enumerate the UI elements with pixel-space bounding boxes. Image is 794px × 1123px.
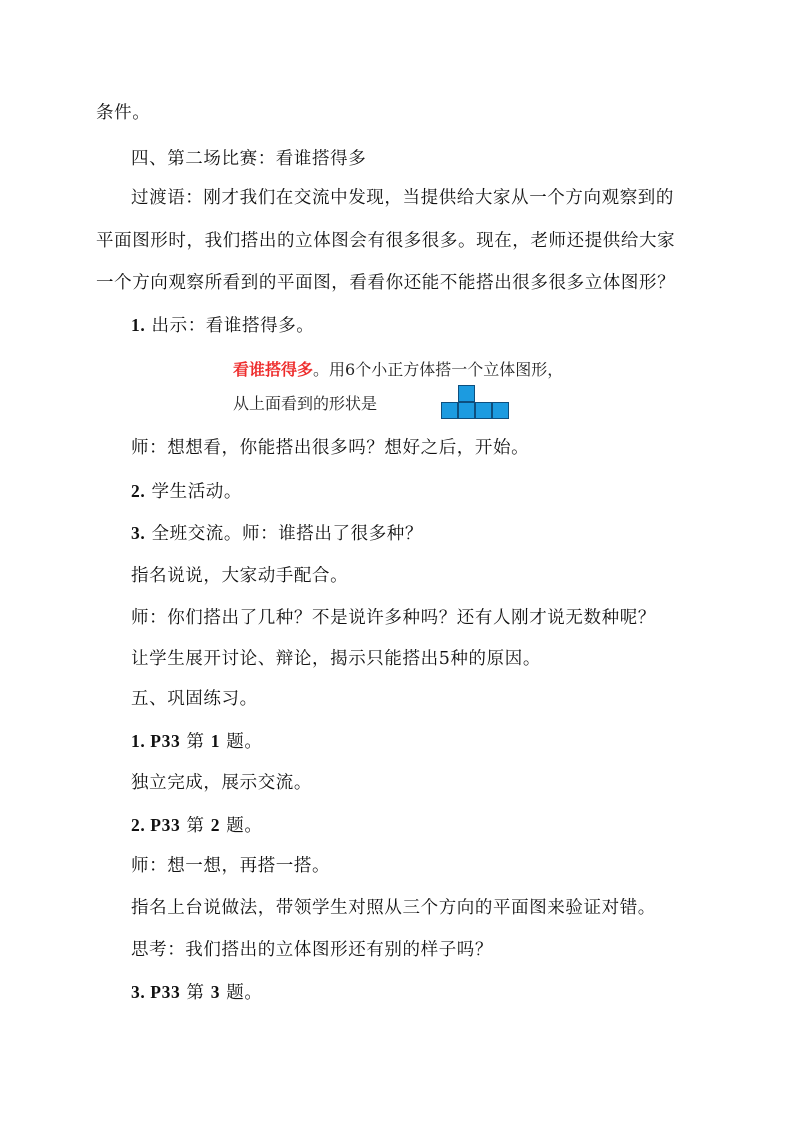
text-line: 思考：我们搭出的立体图形还有别的样子吗？ bbox=[131, 940, 493, 960]
text-line: 过渡语：刚才我们在交流中发现，当提供给大家从一个方向观察到的 bbox=[131, 188, 674, 208]
numbered-item: 1. P33 第 1 题。 bbox=[131, 731, 263, 752]
numbered-item: 3. 全班交流。师：谁搭出了很多种？ bbox=[131, 523, 423, 544]
square-cell bbox=[441, 402, 458, 419]
numbered-item: 2. P33 第 2 题。 bbox=[131, 815, 263, 836]
text-line: 师：你们搭出了几种？不是说许多种吗？还有人刚才说无数种呢？ bbox=[131, 608, 656, 628]
exercise-figure bbox=[233, 358, 613, 422]
numbered-item: 1. 出示：看谁搭得多。 bbox=[131, 315, 315, 336]
item-number: 3. bbox=[131, 523, 146, 543]
section-heading: 四、第二场比赛：看谁搭得多 bbox=[131, 149, 367, 169]
text-line: 平面图形时，我们搭出的立体图会有很多很多。现在，老师还提供给大家 bbox=[96, 231, 676, 251]
top-view-squares-icon bbox=[441, 385, 509, 419]
numbered-item: 2. 学生活动。 bbox=[131, 481, 242, 502]
square-cell bbox=[458, 385, 475, 402]
square-cell bbox=[458, 402, 475, 419]
figure-question: 从上面看到的形状是 bbox=[233, 394, 378, 413]
section-heading: 五、巩固练习。 bbox=[131, 689, 258, 709]
figure-instruction: 看谁搭得多。用6个小正方体搭一个立体图形， bbox=[233, 360, 564, 379]
item-number: 1. bbox=[131, 315, 146, 335]
text-line: 独立完成，展示交流。 bbox=[131, 773, 312, 793]
text-line: 指名上台说做法，带领学生对照从三个方向的平面图来验证对错。 bbox=[131, 898, 656, 918]
numbered-item: 3. P33 第 3 题。 bbox=[131, 982, 263, 1003]
text-line: 让学生展开讨论、辩论，揭示只能搭出5种的原因。 bbox=[131, 649, 541, 669]
text-line: 条件。 bbox=[96, 103, 151, 123]
text-line: 一个方向观察所看到的平面图，看看你还能不能搭出很多很多立体图形？ bbox=[96, 273, 676, 293]
square-cell bbox=[492, 402, 509, 419]
text-line: 师：想一想，再搭一搭。 bbox=[131, 856, 331, 876]
text-line: 师：想想看，你能搭出很多吗？想好之后，开始。 bbox=[131, 438, 530, 458]
text-line: 指名说说，大家动手配合。 bbox=[131, 566, 349, 586]
square-cell bbox=[475, 402, 492, 419]
figure-title: 看谁搭得多 bbox=[233, 360, 314, 379]
item-number: 2. bbox=[131, 481, 146, 501]
